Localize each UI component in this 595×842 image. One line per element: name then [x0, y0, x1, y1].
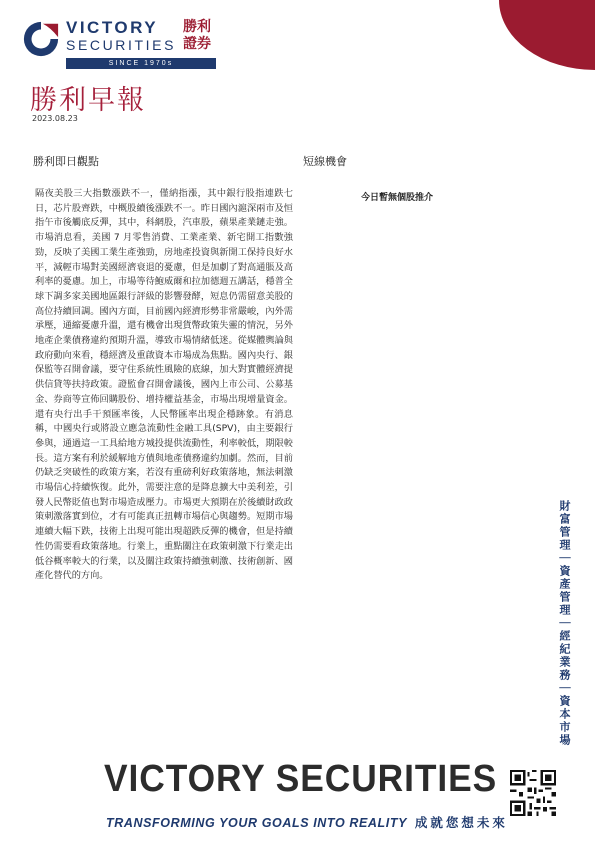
footer-tagline-cn: 成就您想未來 — [414, 816, 508, 830]
qr-code-icon[interactable] — [510, 770, 556, 816]
logo-text-en-line2: SECURITIES — [66, 37, 177, 53]
footer-tagline-en: TRANSFORMING YOUR GOALS INTO REALITY — [106, 816, 407, 830]
footer-tagline — [106, 813, 508, 831]
report-date: 2023.08.23 — [32, 114, 78, 123]
side-slogan: 財富管理｜資產管理｜經紀業務｜資本市場 — [558, 500, 571, 747]
footer-banner — [100, 758, 508, 838]
logo-text-en-line1: VICTORY — [66, 18, 159, 37]
commentary-text: 隔夜美股三大指數漲跌不一，僅納指漲，其中銀行股指連跌七日，芯片股齊跌，中概股續後漲跌不一。昨日國內滬深兩市及恒指午市後觸底反彈，其中，科網股，汽車股，蘋果產業鏈走強。市場消息看，美國 7 月零售消費、工業產業、新宅開工指數強勁，反映了美國工業生產強勁，房地產投資與新開工保持良好水平，減輕市場對美國經濟衰退的憂慮，但是加劇了對高通脹及高利率的憂慮。加上，市場等待鮑威爾和拉加德週五講話，穩普全球下調多家美國地區銀行評級的影響發酵，短息仍需留意美股的高位持續回調。國內方面，目前國內經濟形勢非常嚴峻，內外需承壓，通縮憂慮升溫，還有機會出現貨幣政策失靈的情況，另外地產企業債務違約預期升溫，導致市場情緒低迷。從媒體輿論與政府動向來看，穩經濟及重啟資本市場成為焦點。國內央行、銀保監等召開會議，要守住系統性風險的底線，加大對實體經濟提供信貸等扶持政策。證監會召開會議後，國內上市公司、公募基金、券商等宣佈回購股份、增持權益基金，市場出現增量資金。還有央行出手干預匯率後，人民幣匯率出現企穩跡象。有消息稱，中國央行或將設立應急流動性金融工具(SPV)，由主要銀行參與，通過這一工具給地方城投提供流動性，利率較低，期限較長。這方案有利於緩解地方債與地產債務違約加劇。然而，目前仍缺乏突破性的政策方案，若沒有重磅利好政策落地，無法刺激市場信心持續恢復。此外，需要注意的是降息擴大中美利差，引發人民幣貶值也對市場造成壓力。市場更大預期在於後續財政政策刺激落實到位，才有可能真正扭轉市場信心與趨勢。短期市場連續大幅下跌，技術上出現可能出現超跌反彈的機會，但是持續性仍需要看政策落地。行業上，重點關注在政策刺激下行業走出低谷概率較大的行業，以及關注政策持續強刺激、技術創新、國產化替代的方向。 — [35, 188, 293, 582]
logo-since-badge: SINCE 1970s — [66, 58, 216, 69]
corner-decoration — [499, 0, 595, 70]
footer-brand: VICTORY SECURITIES — [104, 758, 498, 800]
section-heading-short-term: 短線機會 — [303, 155, 347, 168]
no-recommendation-note: 今日暫無個股推介 — [361, 193, 434, 203]
company-logo — [22, 18, 222, 70]
logo-text-cn: 勝利證券 — [183, 19, 211, 52]
section-heading-commentary: 勝利即日觀點 — [33, 155, 99, 168]
report-title: 勝利早報 — [30, 85, 146, 116]
victory-swoosh-icon — [22, 20, 60, 58]
